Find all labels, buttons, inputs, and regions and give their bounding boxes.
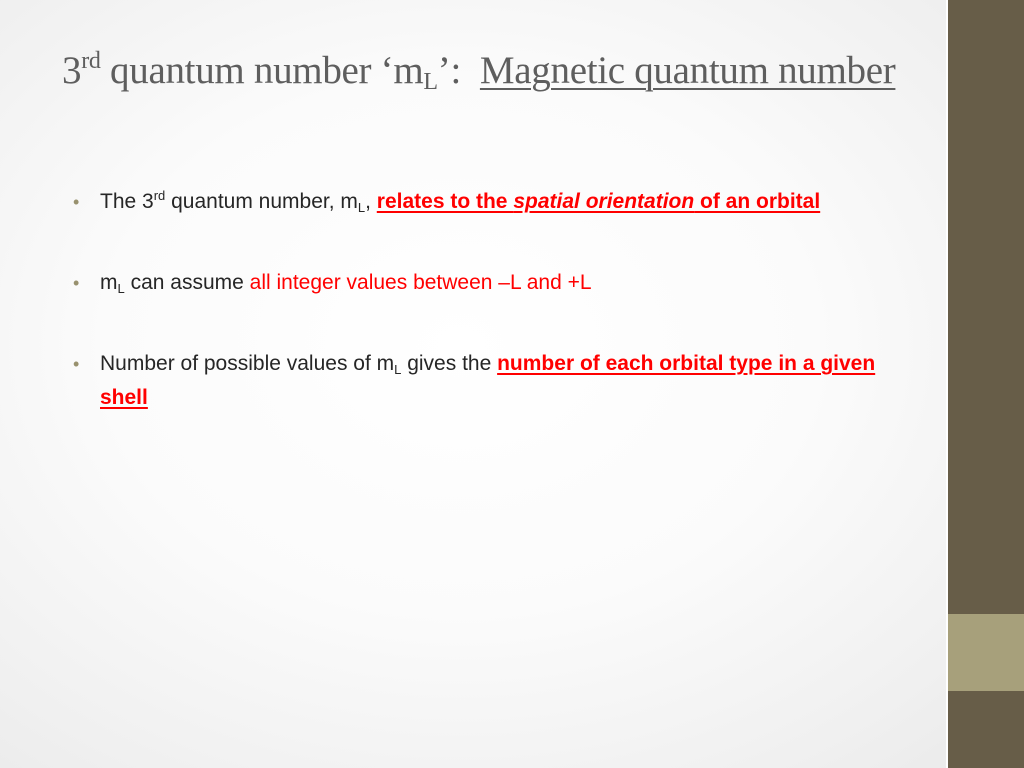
bullet-list [73,185,903,415]
bullet-icon: • [73,354,80,374]
bullet-2-subscript: L [117,281,125,296]
bullet-3-text-a: Number of possible values of m [100,352,395,375]
title-superscript: rd [81,48,101,74]
bullet-1-superscript: rd [153,188,166,203]
title-subscript: L [423,69,438,95]
bullet-1-text-c: , [365,190,377,213]
bullet-3-highlight: number of each orbital type in a given shell [100,352,876,409]
bullet-1-text-b: quantum number, m [165,190,358,213]
bullet-item-3 [73,347,903,415]
title-text-pre: 3 [62,49,82,92]
title-underlined-text: Magnetic quantum number [479,49,896,92]
bullet-3-text-b: gives the [401,352,498,375]
bullet-2-highlight: all integer values between –L and +L [249,271,592,294]
bullet-item-2 [73,266,903,300]
title-text-mid: quantum number ‘m [100,49,424,92]
bullet-1-highlight-b: of an orbital [694,190,821,213]
bullet-icon: • [73,273,80,293]
slide-title [62,44,922,98]
bullet-3-subscript: L [394,362,402,377]
side-divider [946,0,948,768]
side-accent-block [948,614,1024,691]
bullet-1-highlight-italic: spatial orientation [513,190,695,213]
bullet-2-text-a: m [100,271,118,294]
bullet-1-text-a: The 3 [100,190,154,213]
bullet-1-highlight [377,190,820,213]
bullet-2-text-b: can assume [124,271,250,294]
bullet-1-subscript: L [357,200,366,215]
bullet-1-highlight-a: relates to the [376,190,514,213]
bullet-item-1 [73,185,903,219]
title-text-post: ’: [437,49,480,92]
bullet-icon: • [73,192,80,212]
